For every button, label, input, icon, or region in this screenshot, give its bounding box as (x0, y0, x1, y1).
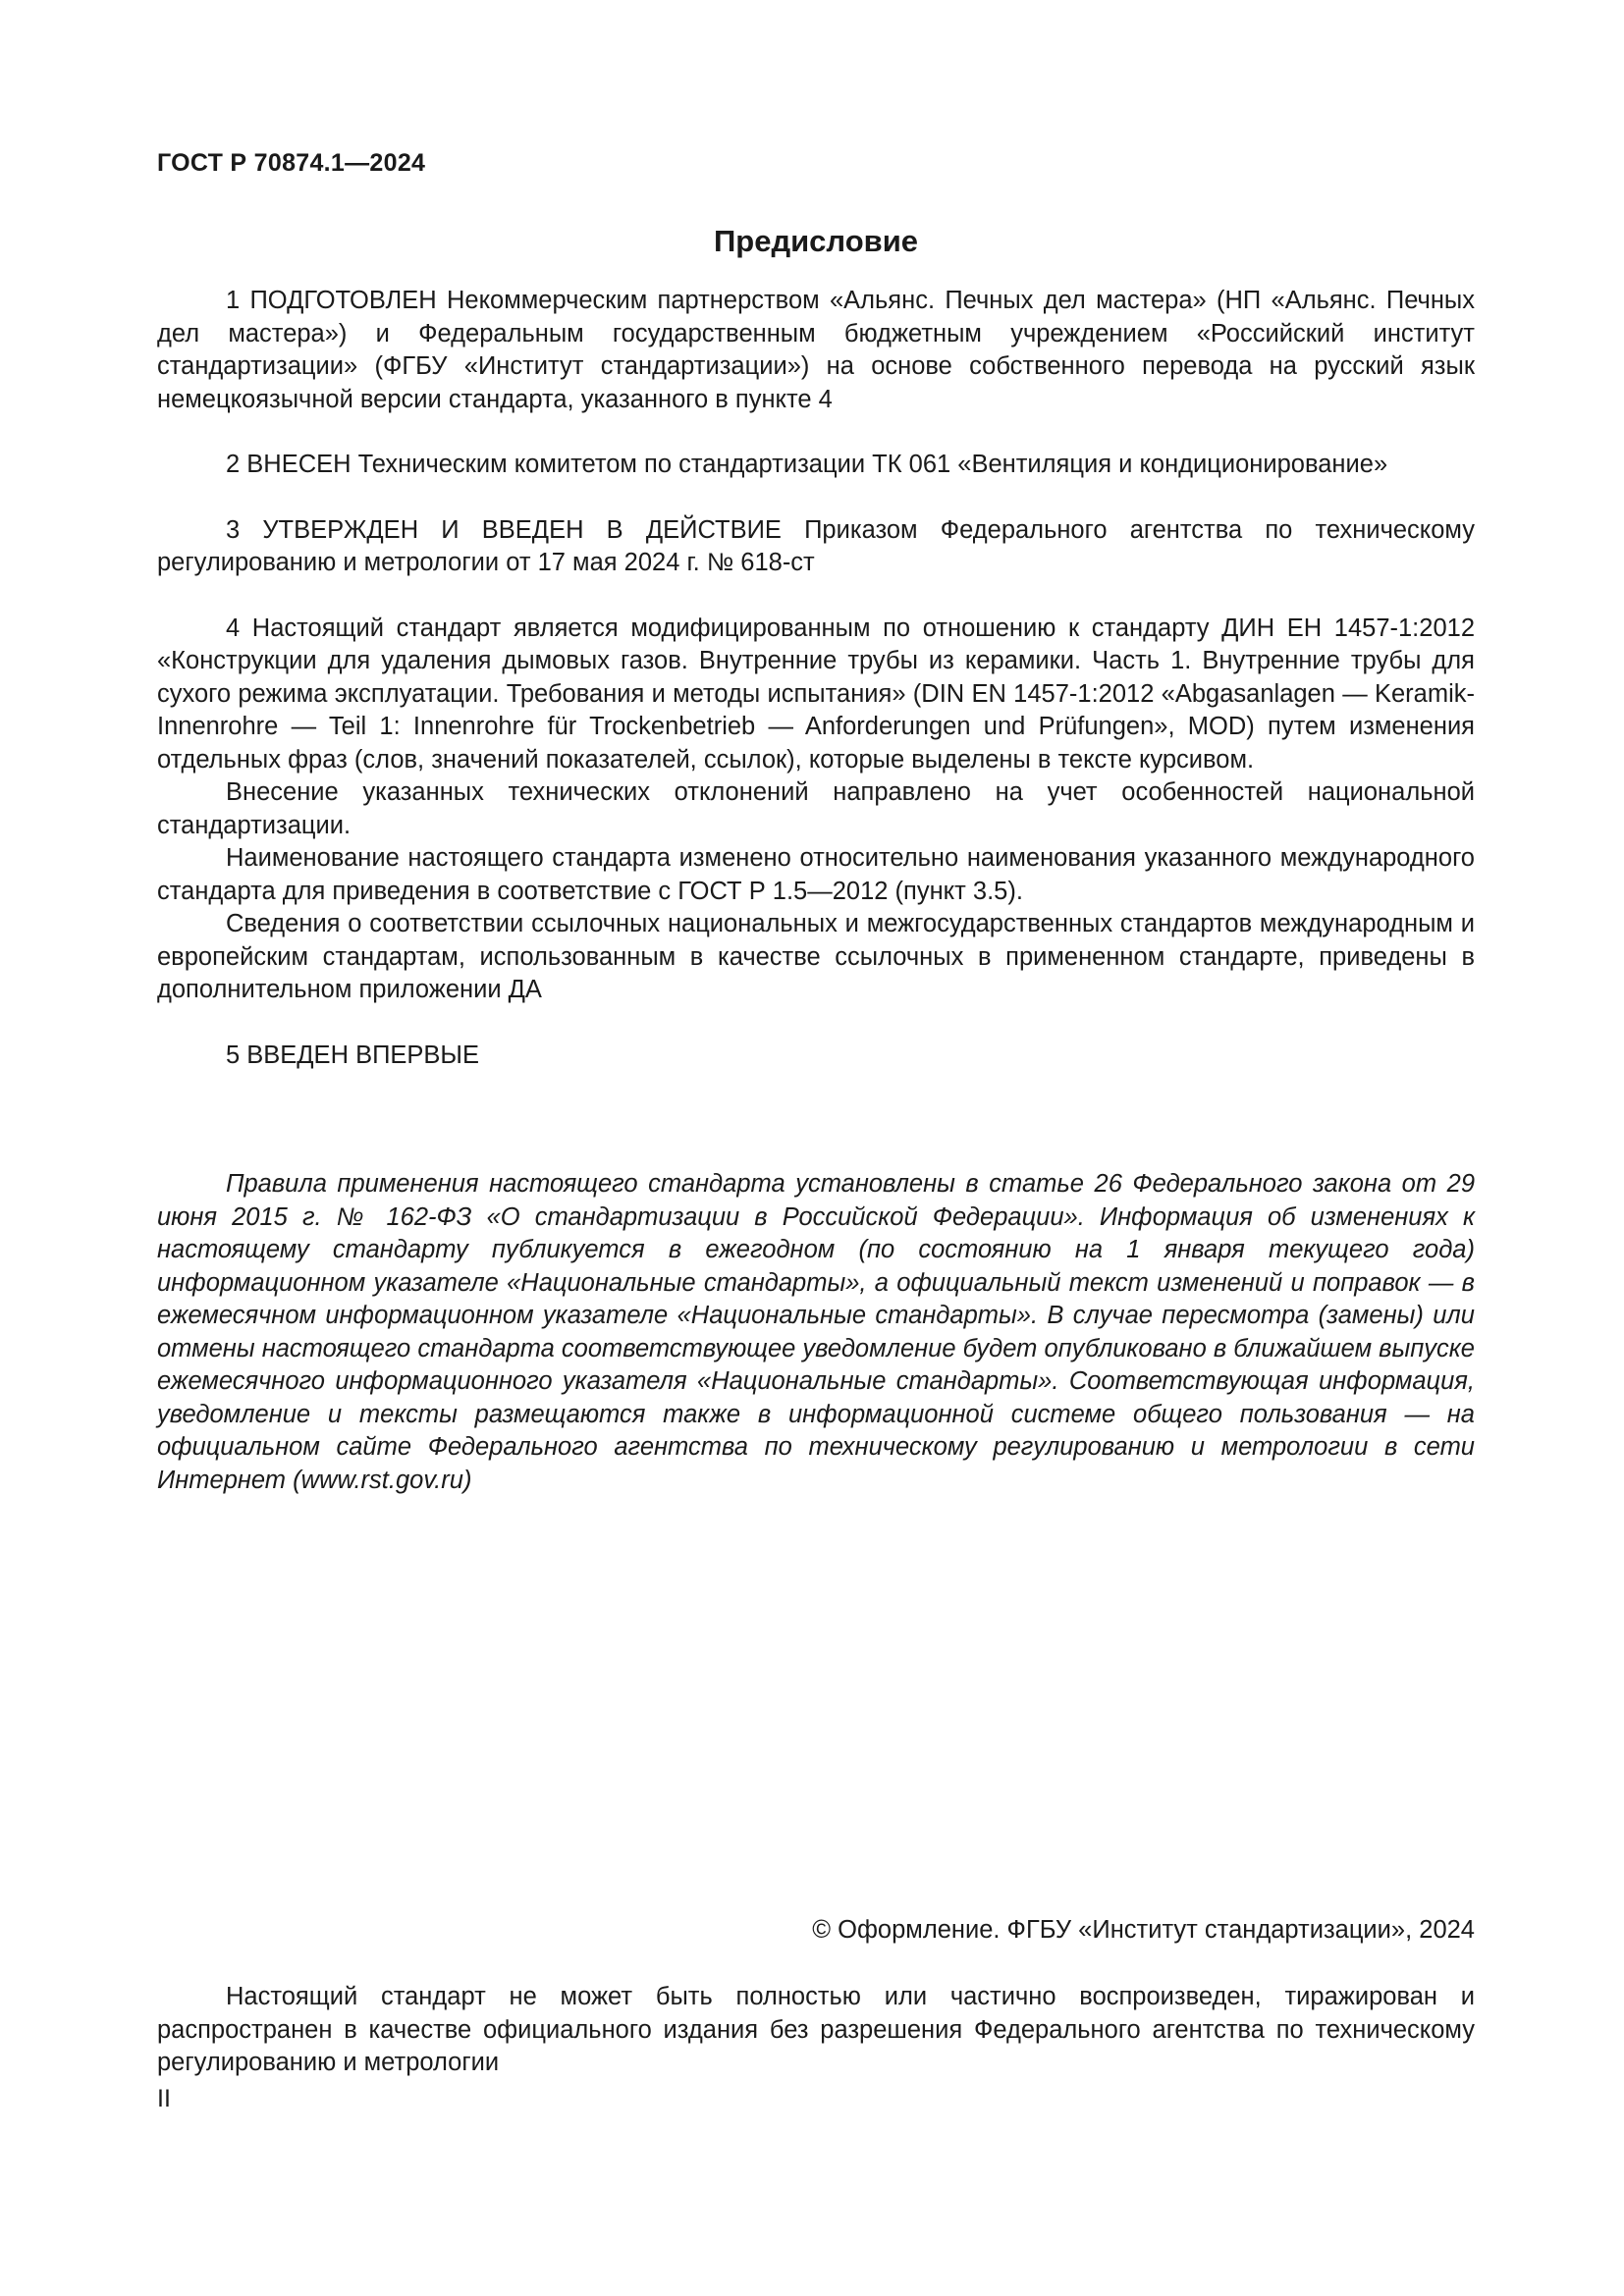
foreword-body (157, 285, 1475, 1497)
section-4-title-change: Наименование настоящего стандарта изменено относительно наименования указанного международного стандарта для приведения в соответствие с ГОСТ Р 1.5—2012 (пункт 3.5). (157, 844, 1475, 905)
reproduction-notice-block (157, 1981, 1475, 2080)
section-2-submitted: 2 ВНЕСЕН Техническим комитетом по стандартизации ТК 061 «Вентиляция и кондиционирование» (226, 451, 1388, 478)
rules-notice: Правила применения настоящего стандарта установлены в статье 26 Федерального закона от 29 июня 2015 г. № 162-ФЗ «О стандартизации в Российской Федерации». Информация об изменениях к настоящему стандарту публикуется в ежегодном (по состоянию на 1 января текущего года) информационном указателе «Национальные стандарты», а официальный текст изменений и поправок — в ежемесячном информационном указателе «Национальные стандарты». В случае пересмотра (замены) или отмены настоящего стандарта соответствующее уведомление будет опубликовано в ближайшем выпуске ежемесячного информационного указателя «Национальные стандарты». Соответствующая информация, уведомление и тексты размещаются также в информационной системе общего пользования — на официальном сайте Федерального агентства по техническому регулированию и метрологии в сети Интернет (www.rst.gov.ru) (157, 1170, 1475, 1494)
section-4-deviations: Внесение указанных технических отклонений направлено на учет особенностей национальной стандартизации. (157, 778, 1475, 839)
section-3-approved: 3 УТВЕРЖДЕН И ВВЕДЕН В ДЕЙСТВИЕ Приказом Федерального агентства по техническому регулированию и метрологии от 17 мая 2024 г. № 618-ст (157, 515, 1475, 576)
section-4-references: Сведения о соответствии ссылочных национальных и межгосударственных стандартов международным и европейским стандартам, использованным в качестве ссылочных в примененном стандарте, приведены в дополнительном приложении ДА (157, 910, 1475, 1003)
page-title: Предисловие (713, 224, 918, 258)
page-number: II (157, 2085, 171, 2112)
section-4-modification: 4 Настоящий стандарт является модифицированным по отношению к стандарту ДИН ЕН 1457-1:2012 «Конструкции для удаления дымовых газов. Внутренние трубы из керамики. Часть 1. Внутренние трубы для сухого режима эксплуатации. Требования и методы испытания» (DIN EN 1457-1:2012 «Abgasanlagen — Keramik-Innenrohre — Teil 1: Innenrohre für Trockenbetrieb — Anforderungen und Prüfungen», MOD) путем изменения отдельных фраз (слов, значений показателей, ссылок), которые выделены в тексте курсивом. (157, 614, 1475, 774)
copyright-line: © Оформление. ФГБУ «Институт стандартизации», 2024 (812, 1916, 1475, 1944)
section-5-introduced: 5 ВВЕДЕН ВПЕРВЫЕ (226, 1041, 480, 1069)
section-1-prepared: 1 ПОДГОТОВЛЕН Некоммерческим партнерством «Альянс. Печных дел мастера» (НП «Альянс. Печных дел мастера») и Федеральным государственным бюджетным учреждением «Российский институт стандартизации» (ФГБУ «Институт стандартизации») на основе собственного перевода на русский язык немецкоязычной версии стандарта, указанного в пункте 4 (157, 287, 1475, 413)
standard-code-header: ГОСТ Р 70874.1—2024 (157, 149, 426, 177)
reproduction-notice: Настоящий стандарт не может быть полностью или частично воспроизведен, тиражирован и распространен в качестве официального издания без разрешения Федерального агентства по техническому регулированию и метрологии (157, 1983, 1475, 2076)
document-page (157, 0, 1475, 2296)
